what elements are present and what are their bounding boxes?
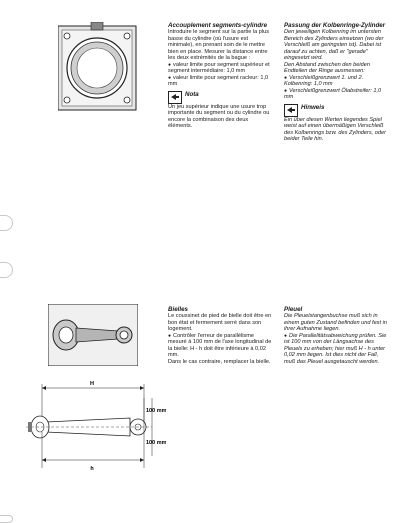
hand-pointer-icon <box>168 91 182 104</box>
paragraph: Den jeweiligen Kolbenring im untersten Bereich des Zylinders einsetzen (wo der Verschleiß am geringsten ist). Dabei ist darauf zu achten, daß er "gerade" eingesetzt wird. <box>284 29 384 61</box>
note-title: Nota <box>185 90 199 98</box>
connecting-rod-photo <box>48 304 138 366</box>
note-box <box>284 104 390 117</box>
bullet-item: ● valeur limite pour segment racleur: 1,0 mm <box>168 75 274 88</box>
hand-pointer-icon <box>284 104 298 117</box>
bullet-item: ● Die Parallelitätsabweichung prüfen. Sie ist 100 mm von der Längsachse des Pleuels zu erheben; hier muß H - h unter 0,02 mm liegen. Ist dies nicht der Fall, muß das Pleuel ausgetauscht werden. <box>284 333 390 366</box>
paragraph: Den Abstand zwischen den beiden Endteilen der Ringe ausmessen: <box>284 61 370 74</box>
bullet-item: ● valeur limite pour segment supérieur et segment intermédiaire: 1,0 mm <box>168 62 274 75</box>
bullet-item: ● Contrôler l'erreur de parallélisme mesuré à 100 mm de l'axe longitudinal de la bielle: H - h doit être inférieure à 0,02 mm. <box>168 333 274 359</box>
cylinder-figure <box>58 22 138 114</box>
note-text: Ein über diesen Werten liegendes Spiel weist auf einen übermäßigen Verschleiß des Kolbenrings bzw. des Zylinders, oder beider Teile hin. <box>284 116 386 142</box>
bullet-item: ● Verschleißgrenzwert Ölabstreifer: 1,0 mm <box>284 88 390 101</box>
paragraph: Die Pleuelstangenbuchse muß sich in einem guten Zustand befinden und fest in ihrer Aufnahme liegen. <box>284 313 387 332</box>
binder-hole <box>0 515 13 523</box>
label-H: H <box>90 381 94 387</box>
label-100mm-top: 100 mm <box>146 408 166 414</box>
section-pleuel-de <box>284 306 390 365</box>
section-segment-cylinder-fr <box>168 22 274 130</box>
paragraph: Introduire le segment sur la partie la plus basse du cylindre (où l'usure est minimale), en prenant soin de le mettre bien en place. Mesurer la distance entre les deux extrémités de la bague : <box>168 29 270 61</box>
paragraph: Le coussinet de pied de bielle doit être en bon état et fermement serré dans son logement. <box>168 313 272 332</box>
section-kolbenringe-de <box>284 22 390 143</box>
note-text: Un jeu supérieur indique une usure trop importante du segment ou du cylindre ou encore la combinaison des deux éléments. <box>168 103 270 129</box>
parallelism-diagram <box>20 378 166 474</box>
section-title: Accouplement segments-cylindre <box>168 22 268 29</box>
label-h: h <box>90 466 94 472</box>
label-100mm-bottom: 100 mm <box>146 440 166 446</box>
note-box <box>168 91 274 104</box>
section-title: Pleuel <box>284 306 303 313</box>
section-title: Bielles <box>168 306 188 313</box>
section-bielles-fr <box>168 306 274 365</box>
note-title: Hinweis <box>301 103 325 111</box>
binder-hole <box>0 262 13 278</box>
paragraph: Dans le cas contraire, remplacer la bielle. <box>168 358 271 365</box>
section-title: Passung der Kolbenringe-Zylinder <box>284 22 386 29</box>
binder-hole <box>0 215 13 231</box>
bullet-item: ● Verschleißgrenzwert 1. und 2. Kolbenring: 1,0 mm <box>284 75 390 88</box>
